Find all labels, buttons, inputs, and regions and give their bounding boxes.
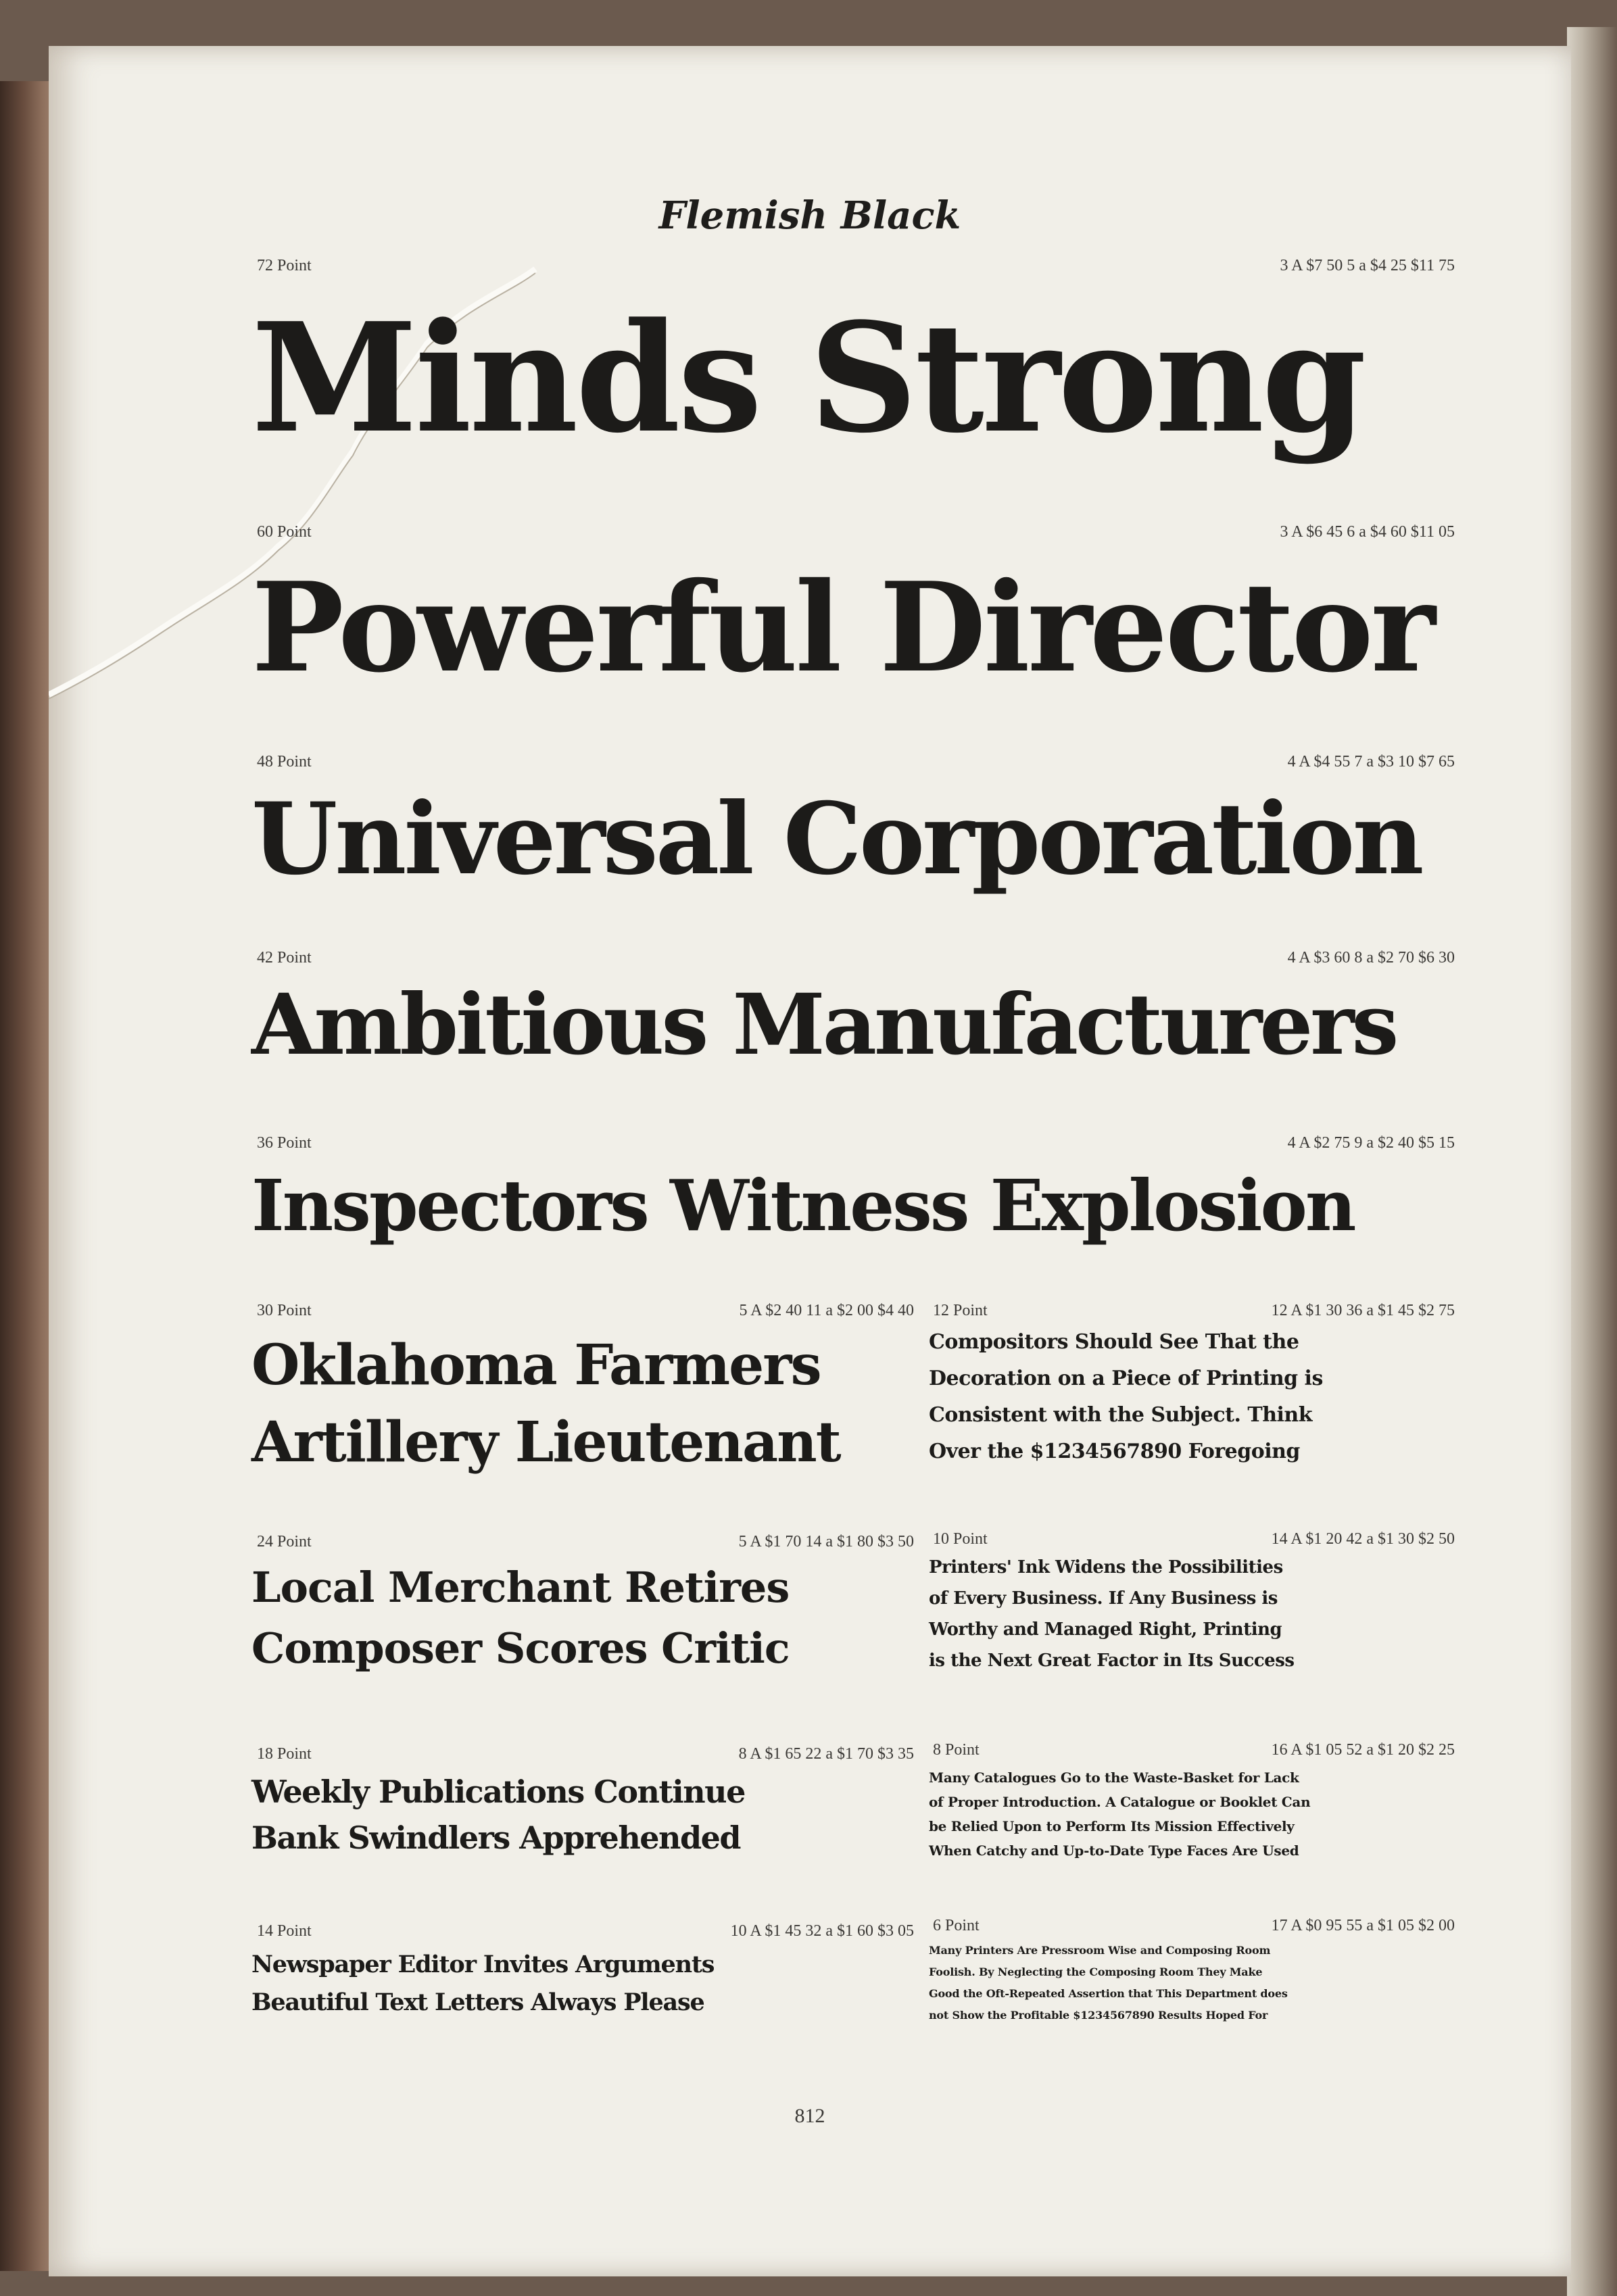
price-12: 12 A $1 30 36 a $1 45 $2 75: [1271, 1302, 1455, 1319]
specimen-12-line-4: Over the $1234567890 Foregoing: [929, 1440, 1300, 1463]
specimen-10-line-4: is the Next Great Factor in Its Success: [929, 1651, 1295, 1671]
specimen-12-line-3: Consistent with the Subject. Think: [929, 1403, 1313, 1427]
price-60: 3 A $6 45 6 a $4 60 $11 05: [1280, 523, 1455, 541]
specimen-14-line-1: Newspaper Editor Invites Arguments: [251, 1951, 715, 1978]
specimen-page: [49, 46, 1571, 2276]
size-label-36: 36 Point: [257, 1134, 312, 1152]
price-48: 4 A $4 55 7 a $3 10 $7 65: [1287, 753, 1455, 771]
specimen-72: Minds Strong: [251, 291, 1364, 466]
specimen-12-line-1: Compositors Should See That the: [929, 1330, 1299, 1354]
price-42: 4 A $3 60 8 a $2 70 $6 30: [1287, 949, 1455, 967]
specimen-10-line-3: Worthy and Managed Right, Printing: [929, 1619, 1282, 1640]
specimen-6-line-3: Good the Oft-Repeated Assertion that This Department does: [929, 1987, 1288, 2000]
specimen-12-line-2: Decoration on a Piece of Printing is: [929, 1367, 1323, 1390]
specimen-30-line-1: Oklahoma Farmers: [251, 1333, 821, 1398]
size-label-8: 8 Point: [933, 1741, 980, 1759]
size-label-72: 72 Point: [257, 257, 312, 274]
size-label-10: 10 Point: [933, 1530, 988, 1548]
size-label-18: 18 Point: [257, 1745, 312, 1763]
specimen-6-line-1: Many Printers Are Pressroom Wise and Composing Room: [929, 1944, 1271, 1957]
price-10: 14 A $1 20 42 a $1 30 $2 50: [1271, 1530, 1455, 1548]
size-label-30: 30 Point: [257, 1302, 312, 1319]
price-36: 4 A $2 75 9 a $2 40 $5 15: [1287, 1134, 1455, 1152]
page-title: Flemish Black: [658, 193, 961, 238]
specimen-6-line-4: not Show the Profitable $1234567890 Results Hoped For: [929, 2009, 1268, 2022]
size-label-60: 60 Point: [257, 523, 312, 541]
specimen-10-line-1: Printers' Ink Widens the Possibilities: [929, 1557, 1283, 1578]
specimen-30-line-2: Artillery Lieutenant: [251, 1410, 840, 1475]
specimen-8-line-3: be Relied Upon to Perform Its Mission Effectively: [929, 1818, 1295, 1834]
size-label-24: 24 Point: [257, 1533, 312, 1550]
price-6: 17 A $0 95 55 a $1 05 $2 00: [1271, 1917, 1455, 1934]
specimen-18-line-1: Weekly Publications Continue: [251, 1774, 745, 1810]
size-label-12: 12 Point: [933, 1302, 988, 1319]
specimen-8-line-1: Many Catalogues Go to the Waste-Basket for Lack: [929, 1769, 1299, 1786]
specimen-14-line-2: Beautiful Text Letters Always Please: [251, 1988, 704, 2016]
price-14: 10 A $1 45 32 a $1 60 $3 05: [730, 1922, 914, 1940]
price-30: 5 A $2 40 11 a $2 00 $4 40: [739, 1302, 914, 1319]
specimen-48: Universal Corporation: [251, 781, 1422, 897]
price-18: 8 A $1 65 22 a $1 70 $3 35: [738, 1745, 914, 1763]
specimen-8-line-4: When Catchy and Up-to-Date Type Faces Are Used: [929, 1842, 1299, 1859]
price-72: 3 A $7 50 5 a $4 25 $11 75: [1280, 257, 1455, 274]
specimen-10-line-2: of Every Business. If Any Business is: [929, 1588, 1278, 1609]
specimen-60: Powerful Director: [251, 555, 1433, 700]
specimen-8-line-2: of Proper Introduction. A Catalogue or Booklet Can: [929, 1794, 1311, 1810]
size-label-14: 14 Point: [257, 1922, 312, 1940]
price-8: 16 A $1 05 52 a $1 20 $2 25: [1271, 1741, 1455, 1759]
specimen-24-line-1: Local Merchant Retires: [251, 1563, 790, 1612]
specimen-36: Inspectors Witness Explosion: [251, 1164, 1355, 1247]
specimen-18-line-2: Bank Swindlers Apprehended: [251, 1819, 741, 1856]
book-page-edges-right: [1567, 27, 1617, 2296]
size-label-42: 42 Point: [257, 949, 312, 967]
specimen-6-line-2: Foolish. By Neglecting the Composing Room They Make: [929, 1965, 1263, 1978]
size-label-48: 48 Point: [257, 753, 312, 771]
price-24: 5 A $1 70 14 a $1 80 $3 50: [738, 1533, 914, 1550]
specimen-24-line-2: Composer Scores Critic: [251, 1623, 790, 1673]
specimen-42: Ambitious Manufacturers: [251, 976, 1397, 1074]
page-number: 812: [794, 2105, 825, 2127]
size-label-6: 6 Point: [933, 1917, 980, 1934]
